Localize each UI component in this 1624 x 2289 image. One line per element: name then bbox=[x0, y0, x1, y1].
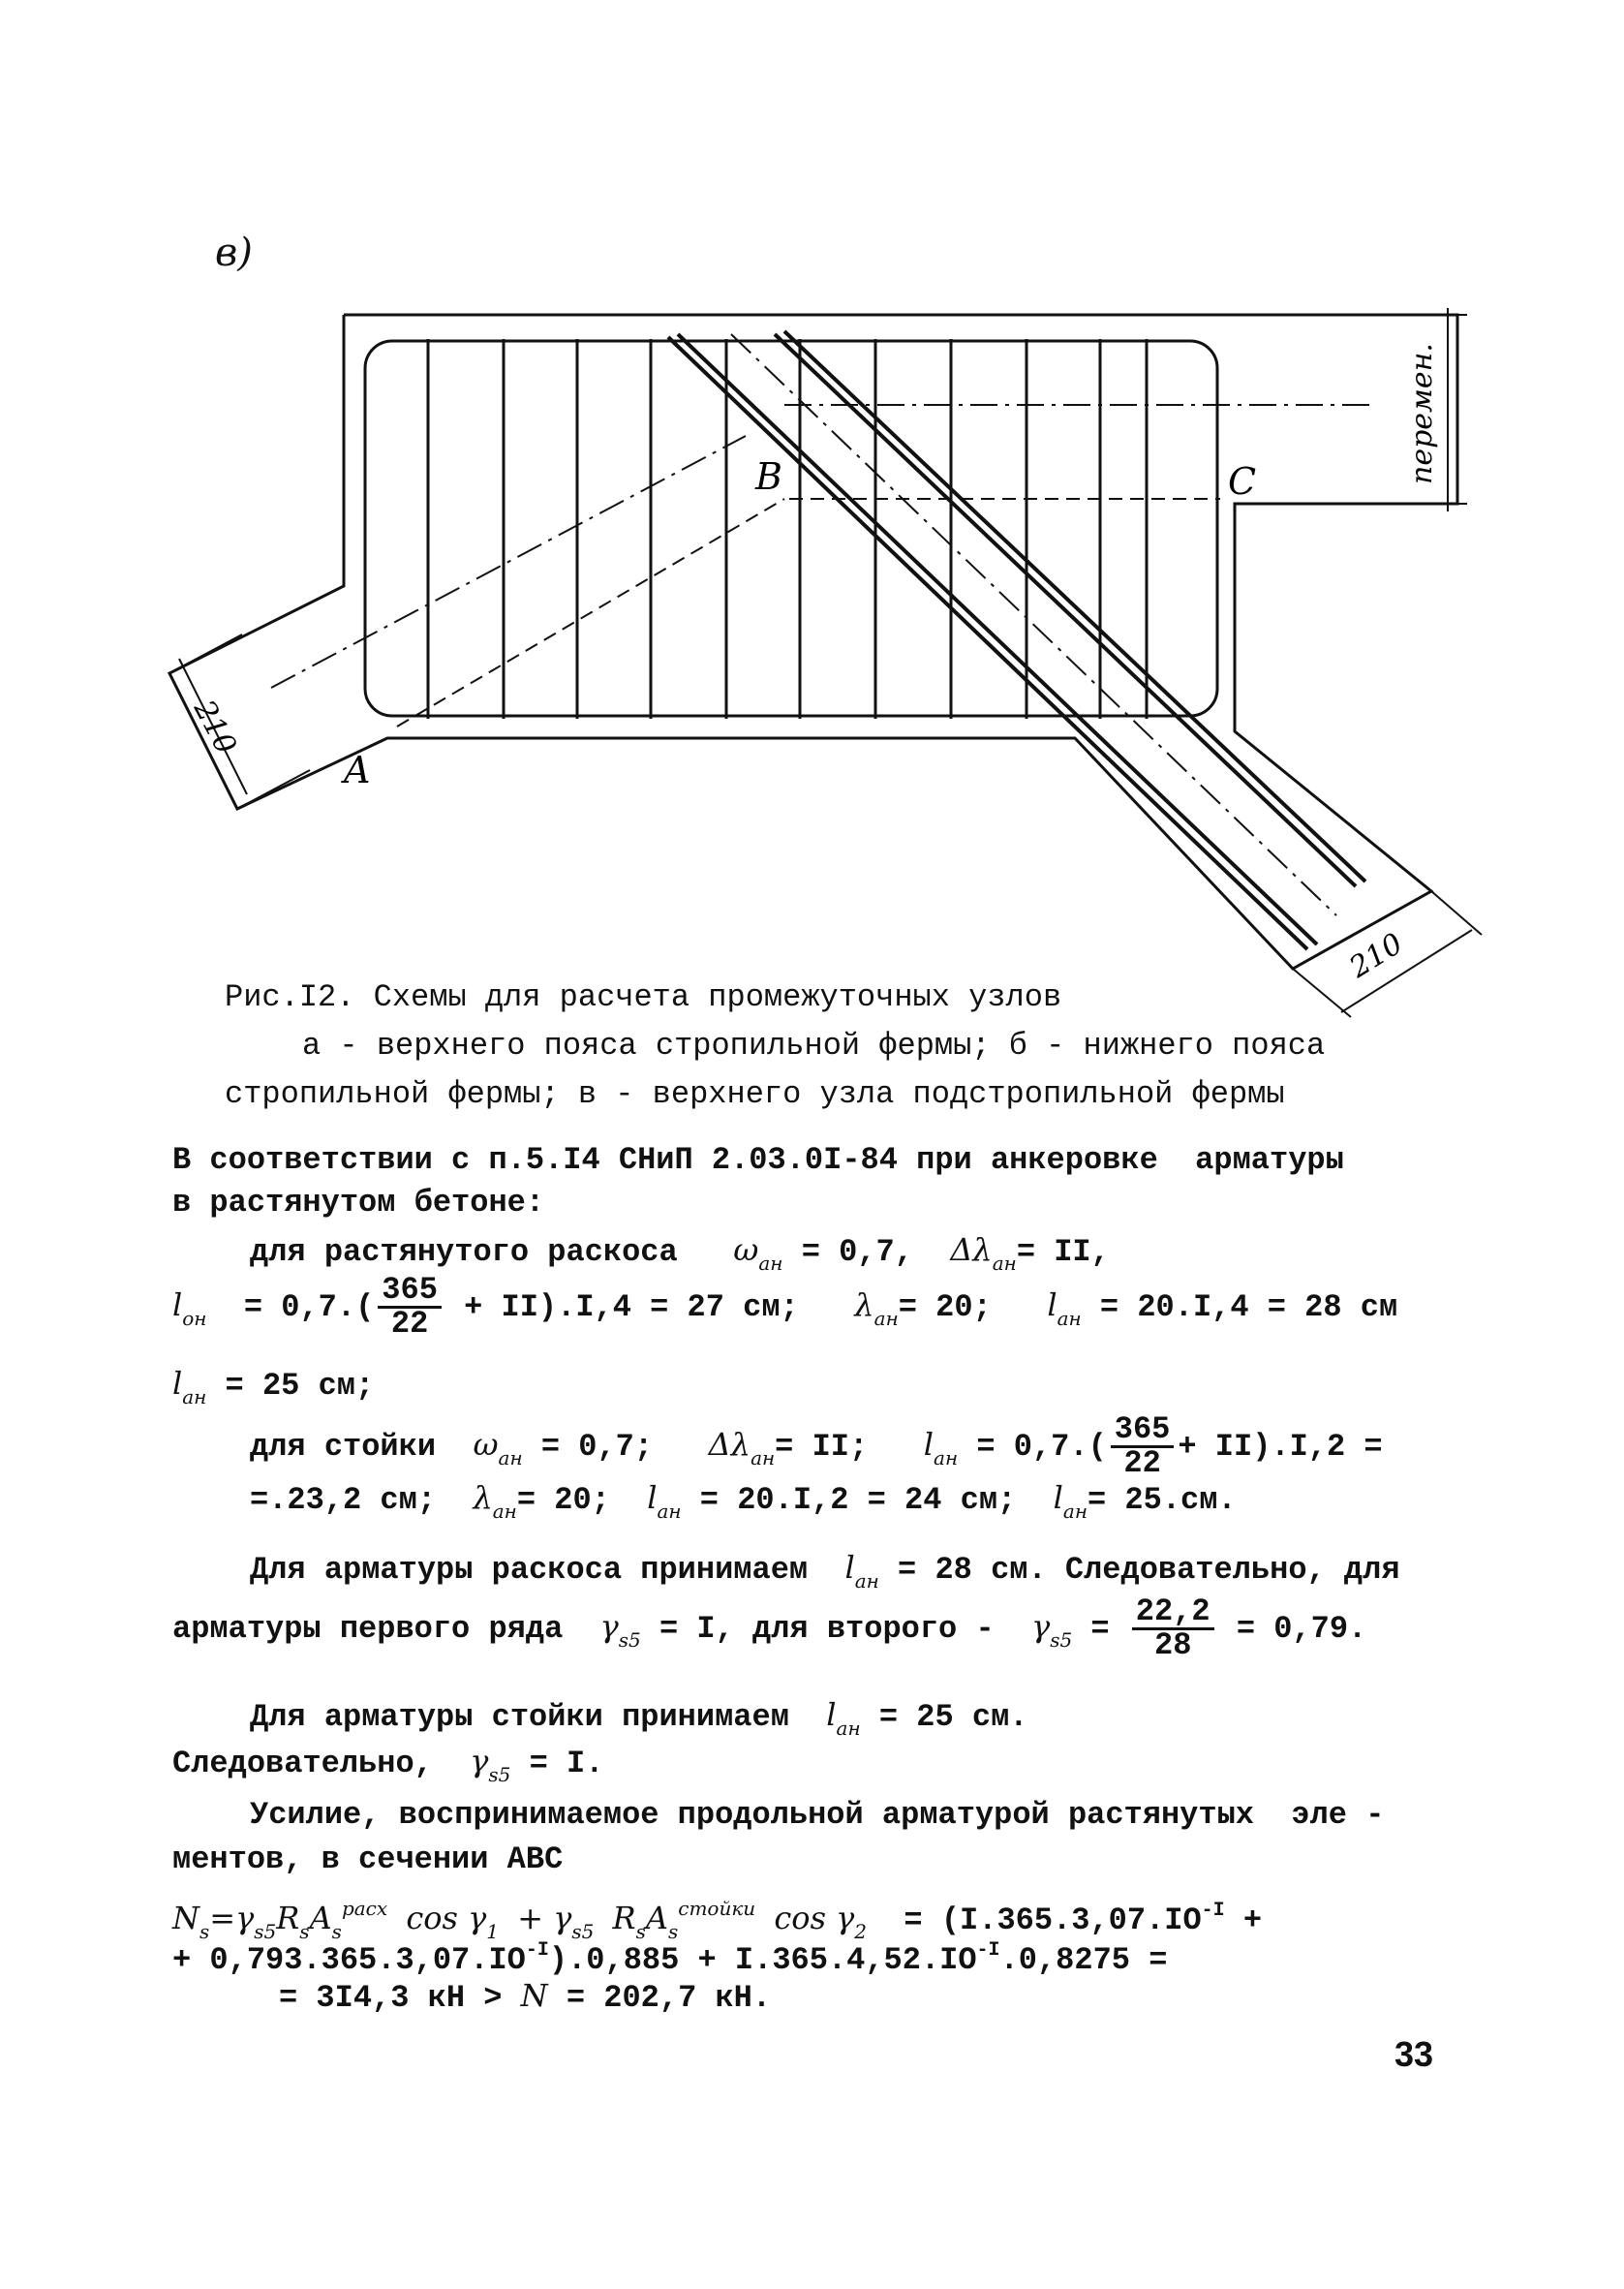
caption-line: а - верхнего пояса стропильной фермы; б - нижнего пояса bbox=[302, 1028, 1326, 1064]
dim-label-left: 210 bbox=[186, 695, 243, 760]
point-label-c: C bbox=[1228, 460, 1257, 503]
dimension-line bbox=[237, 770, 310, 809]
formula-line: арматуры первого ряда $\gamma_{s5} = I$, для второго - $\gamma_{s5}$ = $\frac{22,2}{28}$ = 0,79. bbox=[172, 1593, 1367, 1663]
caption-line: Рис.I2. Схемы для расчета промежуточных узлов bbox=[225, 979, 1062, 1015]
text-line: Усилие, воспринимаемое продольной арматурой растянутых эле - bbox=[250, 1797, 1385, 1833]
page-number: 33 bbox=[1394, 2034, 1434, 2074]
point-label-b: B bbox=[755, 455, 782, 498]
figure-caption bbox=[225, 974, 1416, 1119]
text-line: в растянутом бетоне: bbox=[172, 1185, 545, 1221]
dim-label-top-right: перемен. bbox=[1405, 343, 1439, 484]
figure-label: в) bbox=[215, 231, 253, 275]
dimension-line bbox=[169, 634, 242, 673]
dimension-line bbox=[1431, 891, 1482, 935]
formula-line: =.23,2 см; $\lambda_{ан}= 20$; $l_{ан} = 20.I,2 = 24$ см; $l_{ан}= 25.см$. bbox=[250, 1479, 1237, 1523]
brace-bar bbox=[784, 331, 1365, 882]
point-label-a: A bbox=[344, 749, 371, 791]
brace-bar bbox=[668, 337, 1307, 949]
formula-line: $N_s=\gamma_{s5}R_sA_s^{расх}$ $\cos \gamma_1 + \gamma_{s5}$ $R_sA_s^{стойки}$ $\cos \gamma_2 = (I.365.3,07.IO^{-I}$ + bbox=[172, 1897, 1263, 1943]
text-line: для растянутого раскоса $\omega_{ан} = 0,7$, $\Delta\lambda_{ан}=$ II, bbox=[250, 1231, 1110, 1275]
formula-line: для стойки $\omega_{ан} = 0,7$; $\Delta\lambda_{ан}=$ II; $l_{ан} = 0,7$.( $\frac{365}{22}$ + II).I,2 = bbox=[250, 1411, 1383, 1481]
text-line: Следовательно, $\gamma_{s5} = I$. bbox=[172, 1743, 604, 1786]
formula-line: + $0,793.365.3,07.IO^{-I}).0,885 + I.365.4,52.IO^{-I}.0,8275$ = bbox=[172, 1939, 1168, 1978]
truss-node-drawing bbox=[0, 0, 1624, 1046]
axis-line bbox=[731, 334, 1336, 915]
fraction: $\frac{22,2}{28}$ bbox=[1132, 1596, 1214, 1661]
text-line: ментов, в сечении АВС bbox=[172, 1841, 564, 1877]
brace-bar bbox=[678, 334, 1317, 944]
formula-line: $l_{ан} = 25$ см; bbox=[172, 1365, 375, 1408]
text-line: В соответствии с п.5.I4 СНиП 2.03.0I-84 при анкеровке арматуры bbox=[172, 1142, 1344, 1178]
reinforcement-cage bbox=[365, 341, 1217, 716]
text-line: Для арматуры раскоса принимаем $l_{ан} = 28$ см. Следовательно, для bbox=[250, 1549, 1400, 1593]
fraction: $\frac{365}{22}$ bbox=[1111, 1414, 1175, 1479]
dim-label-right: 210 bbox=[1343, 926, 1409, 985]
brace-bar bbox=[775, 334, 1356, 886]
formula-line: = 3I4,3 кН > N = 202,7 кН. bbox=[279, 1977, 772, 2016]
fraction: $\frac{365}{22}$ bbox=[378, 1275, 442, 1340]
caption-line: стропильной фермы; в - верхнего узла подстропильной фермы bbox=[225, 1076, 1285, 1112]
text-line: Для арматуры стойки принимаем $l_{ан} = 25$ см. bbox=[250, 1696, 1028, 1740]
formula-line: $l_{он} = 0,7$.( $\frac{365}{22}$ + II).I,4 = 27 см; $\lambda_{ан}= 20$; $l_{ан} = 20.I,4 = 28$ см bbox=[172, 1272, 1398, 1342]
